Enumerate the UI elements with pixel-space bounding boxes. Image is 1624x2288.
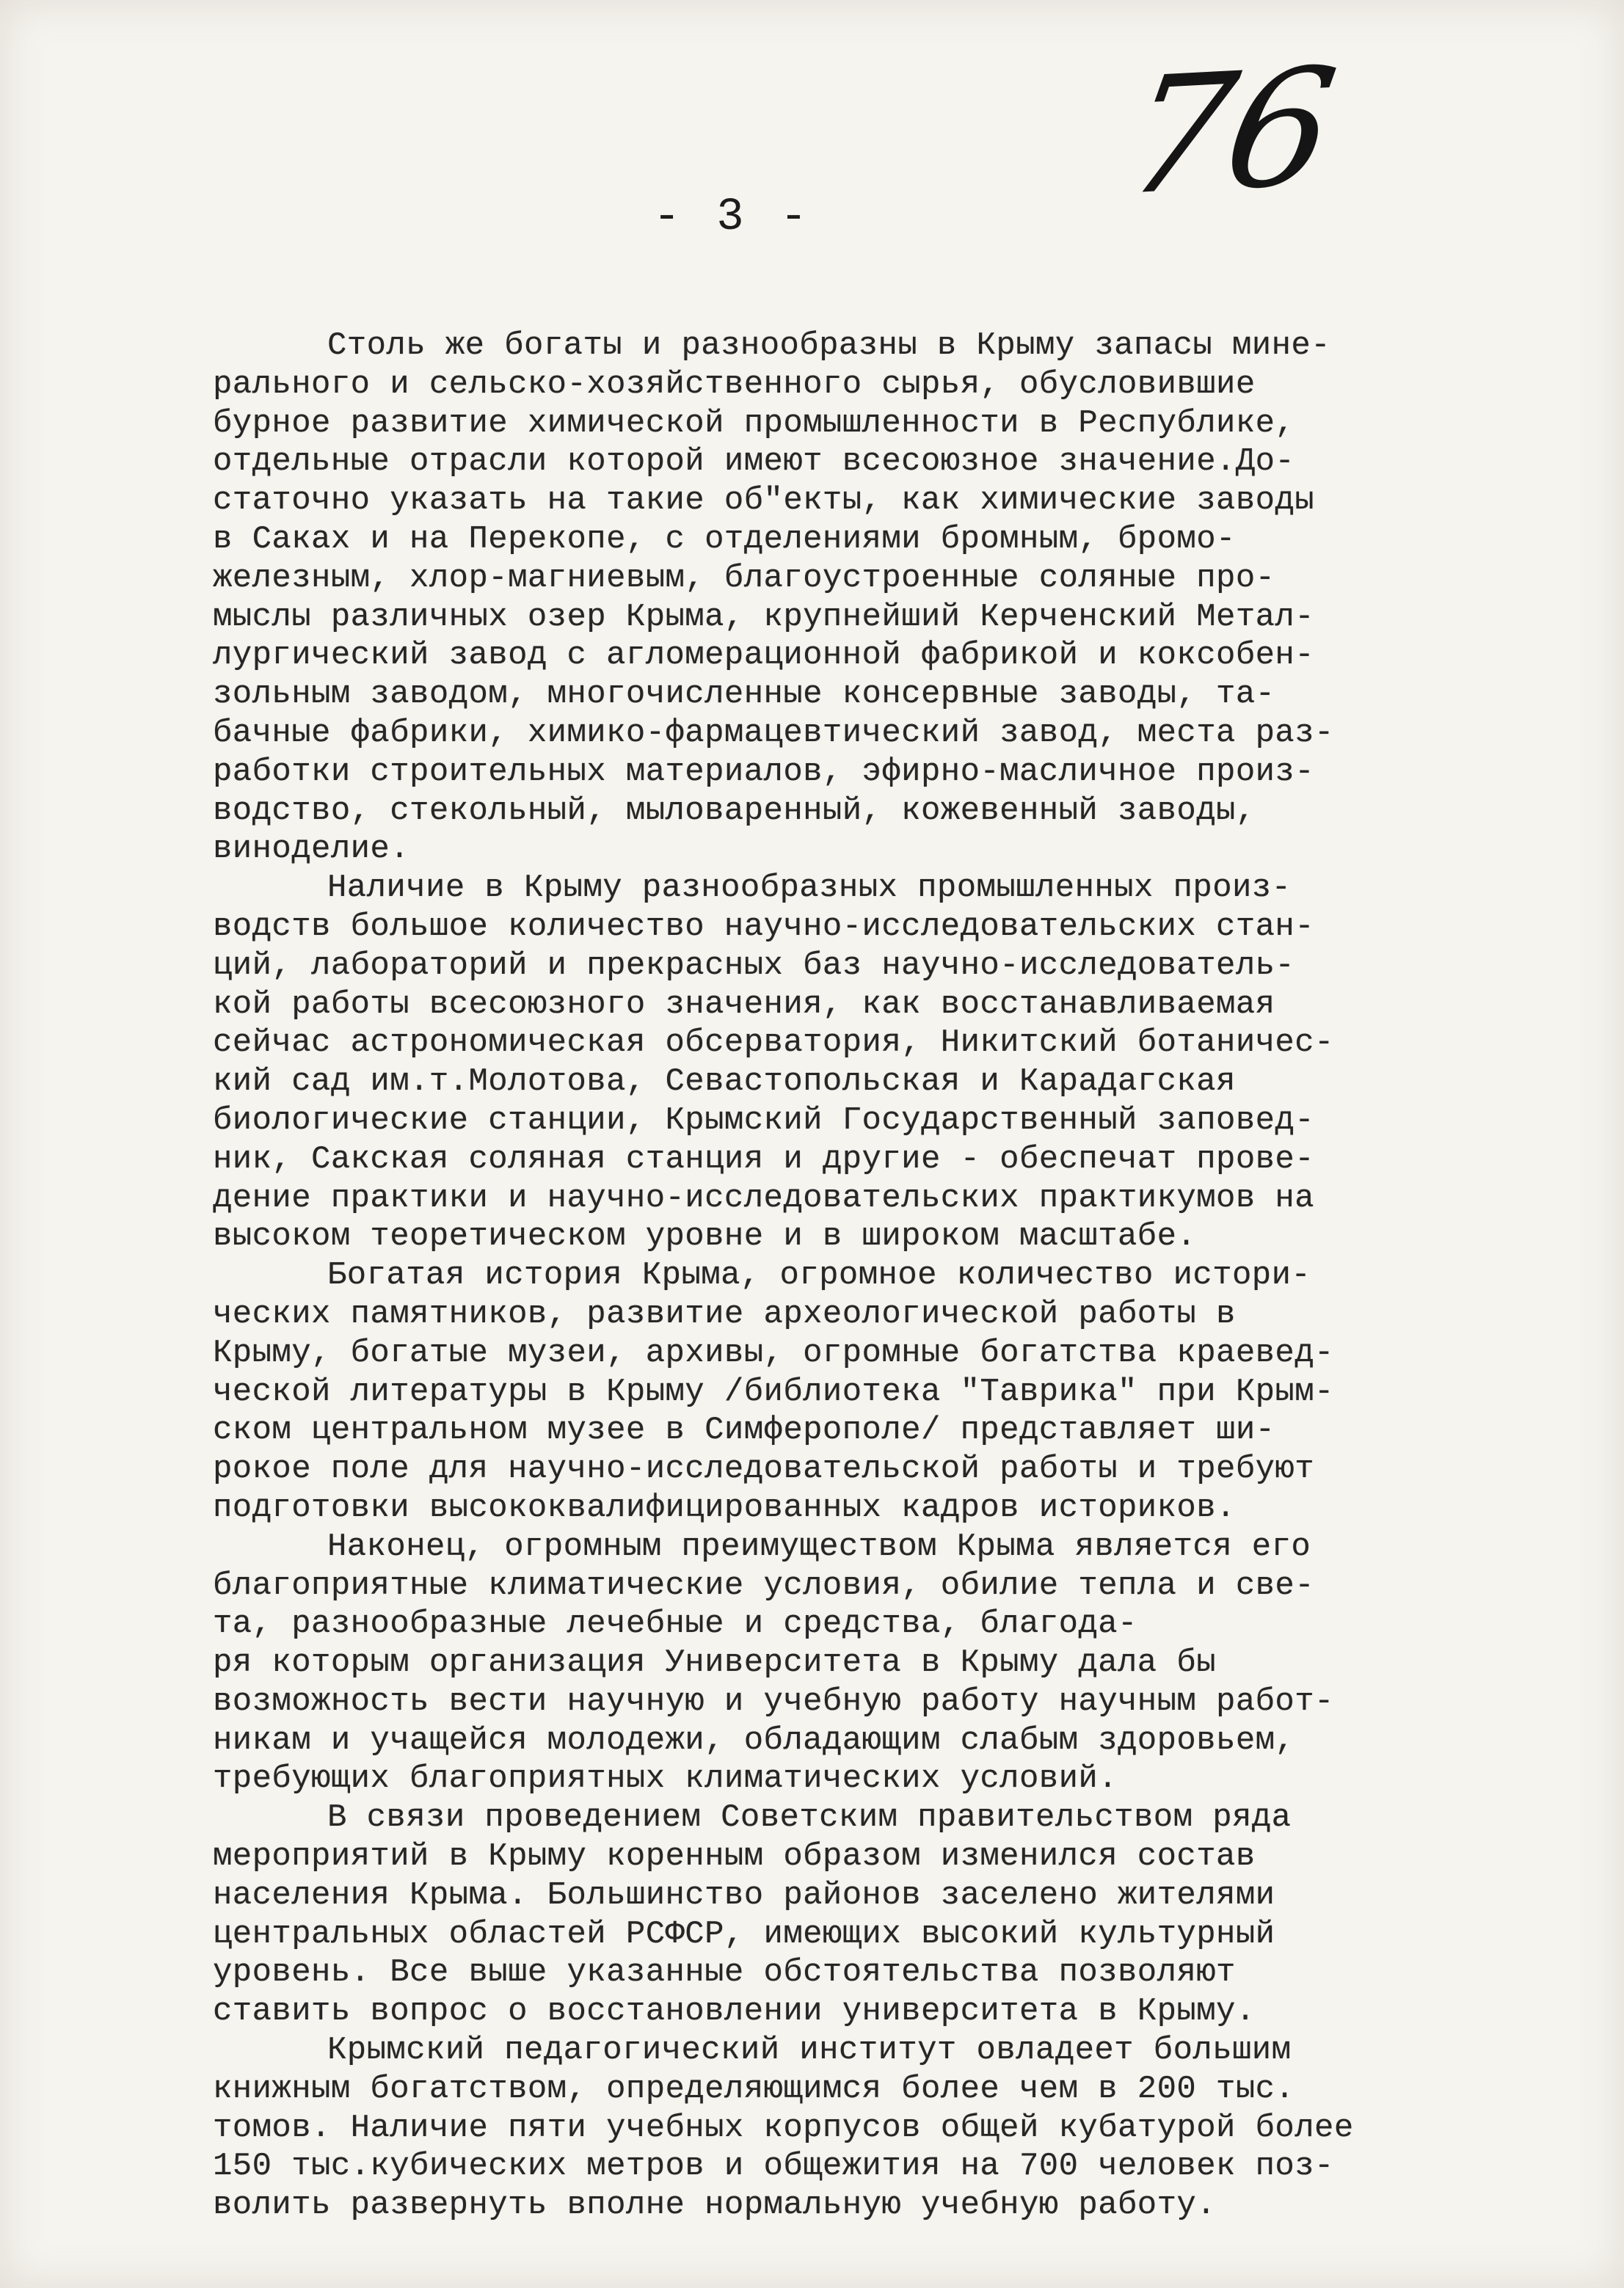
text-line: ческой литературы в Крыму /библиотека "Таврика" при Крым- xyxy=(213,1373,1334,1410)
text-line: Крыму, богатые музеи, архивы, огромные богатства краевед- xyxy=(213,1334,1334,1371)
text-line: ря которым организация Университета в Крыму дала бы xyxy=(213,1644,1217,1682)
text-line: водство, стекольный, мыловаренный, кожевенный заводы, xyxy=(213,792,1256,829)
text-line: В связи проведением Советским правительством ряда xyxy=(327,1799,1292,1837)
handwritten-folio-number: 76 xyxy=(1114,33,1343,231)
text-line: уровень. Все выше указанные обстоятельства позволяют xyxy=(213,1954,1236,1992)
text-line: бурное развитие химической промышленности в Республике, xyxy=(213,404,1295,442)
text-line: рокое поле для научно-исследовательской работы и требуют xyxy=(213,1451,1315,1488)
text-line: волить развернуть вполне нормальную учебную работу. xyxy=(213,2187,1217,2224)
text-line: Крымский педагогический институт овладеет большим xyxy=(327,2032,1292,2069)
text-line: статочно указать на такие об"екты, как химические заводы xyxy=(213,482,1315,520)
text-line: кий сад им.т.Молотова, Севастопольская и Карадагская xyxy=(213,1063,1236,1101)
text-line: ческих памятников, развитие археологической работы в xyxy=(213,1295,1236,1333)
typed-body-text xyxy=(213,327,1600,2225)
text-line: виноделие. xyxy=(213,831,410,868)
text-line: в Саках и на Перекопе, с отделениями бромным, бромо- xyxy=(213,520,1236,558)
text-line: возможность вести научную и учебную работу научным работ- xyxy=(213,1683,1334,1720)
text-line: подготовки высококвалифицированных кадров историков. xyxy=(213,1489,1236,1526)
text-line: отдельные отрасли которой имеют всесоюзное значение.До- xyxy=(213,443,1295,481)
text-line: та, разнообразные лечебные и средства, благода- xyxy=(213,1606,1137,1643)
text-line: Наличие в Крыму разнообразных промышленных произ- xyxy=(327,870,1292,907)
text-line: водств большое количество научно-исследовательских стан- xyxy=(213,908,1315,945)
text-line: томов. Наличие пяти учебных корпусов общей кубатурой более xyxy=(213,2109,1354,2146)
text-line: зольным заводом, многочисленные консервные заводы, та- xyxy=(213,676,1275,713)
text-line: никам и учащейся молодежи, обладающим слабым здоровьем, xyxy=(213,1722,1295,1759)
text-line: сейчас астрономическая обсерватория, Никитский ботаничес- xyxy=(213,1024,1334,1062)
text-line: мыслы различных озер Крыма, крупнейший Керченский Метал- xyxy=(213,598,1315,635)
text-line: мероприятий в Крыму коренным образом изменился состав xyxy=(213,1838,1256,1876)
text-line: бачные фабрики, химико-фармацевтический завод, места раз- xyxy=(213,714,1334,751)
text-line: книжным богатством, определяющимся более чем в 200 тыс. xyxy=(213,2070,1295,2107)
text-line: Наконец, огромным преимуществом Крыма является его xyxy=(327,1528,1311,1565)
text-line: Богатая история Крыма, огромное количество истори- xyxy=(327,1257,1311,1294)
text-line: ник, Сакская соляная станция и другие - обеспечат прове- xyxy=(213,1140,1315,1178)
text-line: железным, хлор-магниевым, благоустроенные соляные про- xyxy=(213,559,1275,597)
text-line: населения Крыма. Большинство районов заселено жителями xyxy=(213,1876,1275,1914)
text-line: требующих благоприятных климатических условий. xyxy=(213,1760,1118,1798)
text-line: лургический завод с агломерационной фабрикой и коксобен- xyxy=(213,637,1315,674)
text-line: дение практики и научно-исследовательских практикумов на xyxy=(213,1179,1315,1217)
text-line: высоком теоретическом уровне и в широком масштабе. xyxy=(213,1218,1197,1256)
text-line: благоприятные климатические условия, обилие тепла и све- xyxy=(213,1567,1315,1604)
page-number: - 3 - xyxy=(653,191,812,243)
text-line: рального и сельско-хозяйственного сырья, обусловившие xyxy=(213,365,1256,403)
text-line: ском центральном музее в Симферополе/ представляет ши- xyxy=(213,1412,1275,1449)
text-line: центральных областей РСФСР, имеющих высокий культурный xyxy=(213,1915,1275,1953)
text-line: биологические станции, Крымский Государственный заповед- xyxy=(213,1101,1315,1139)
text-line: работки строительных материалов, эфирно-масличное произ- xyxy=(213,753,1315,790)
text-line: ций, лабораторий и прекрасных баз научно-исследователь- xyxy=(213,947,1295,984)
text-line: кой работы всесоюзного значения, как восстанавливаемая xyxy=(213,985,1275,1023)
text-line: ставить вопрос о восстановлении университета в Крыму. xyxy=(213,1993,1256,2030)
text-line: Столь же богаты и разнообразны в Крыму запасы мине- xyxy=(327,327,1331,364)
text-line: 150 тыс.кубических метров и общежития на 700 человек поз- xyxy=(213,2148,1334,2185)
